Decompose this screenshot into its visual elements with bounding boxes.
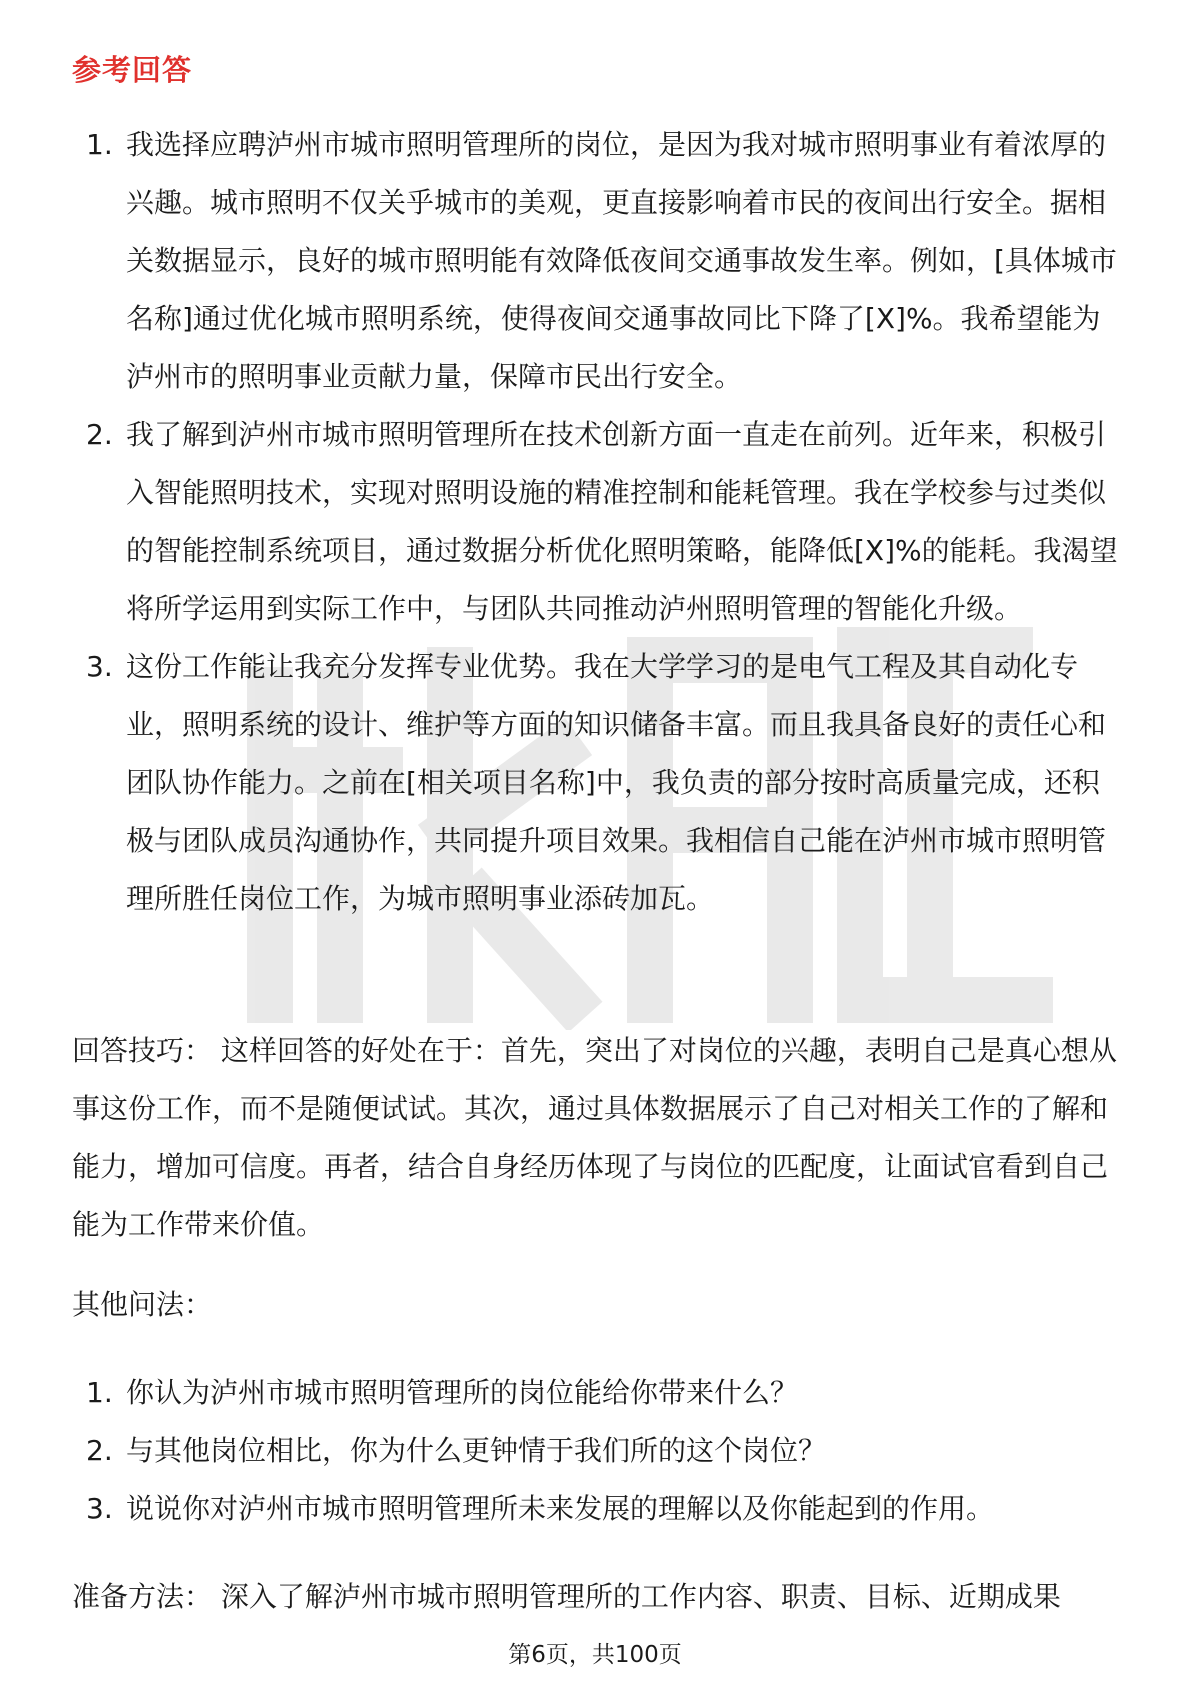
answer-text: 我了解到泸州市城市照明管理所在技术创新方面一直走在前列。近年来，积极引入智能照明技术，实现对照明设施的精准控制和能耗管理。我在学校参与过类似的智能控制系统项目，通过数据分析优化照明策略，能降低[X]%的能耗。我渴望将所学运用到实际工作中，与团队共同推动泸州照明管理的智能化升级。: [126, 418, 1118, 625]
list-number: 1.: [86, 128, 113, 161]
answer-item: [86, 406, 1126, 638]
list-number: 1.: [86, 1376, 113, 1409]
list-number: 3.: [86, 1492, 113, 1525]
other-questions-list: [86, 1364, 1126, 1538]
page-footer: 第6页，共100页: [508, 1642, 682, 1668]
list-number: 2.: [86, 418, 113, 451]
question-item: [86, 1480, 1126, 1538]
preparation-method: 准备方法： 深入了解泸州市城市照明管理所的工作内容、职责、目标、近期成果: [72, 1580, 1061, 1613]
section-title: 参考回答: [72, 53, 193, 87]
answer-text: 这份工作能让我充分发挥专业优势。我在大学学习的是电气工程及其自动化专业，照明系统的设计、维护等方面的知识储备丰富。而且我具备良好的责任心和团队协作能力。之前在[相关项目名称]中，我负责的部分按时高质量完成，还积极与团队成员沟通协作，共同提升项目效果。我相信自己能在泸州市城市照明管理所胜任岗位工作，为城市照明事业添砖加瓦。: [126, 650, 1107, 915]
question-item: [86, 1364, 1126, 1422]
question-text: 你认为泸州市城市照明管理所的岗位能给你带来什么？: [126, 1376, 799, 1409]
other-questions-label: 其他问法：: [72, 1288, 213, 1321]
answer-text: 我选择应聘泸州市城市照明管理所的岗位，是因为我对城市照明事业有着浓厚的兴趣。城市照明不仅关乎城市的美观，更直接影响着市民的夜间出行安全。据相关数据显示，良好的城市照明能有效降低夜间交通事故发生率。例如，[具体城市名称]通过优化城市照明系统，使得夜间交通事故同比下降了[X]%。我希望能为泸州市的照明事业贡献力量，保障市民出行安全。: [126, 128, 1117, 393]
answer-tips: 回答技巧： 这样回答的好处在于：首先，突出了对岗位的兴趣，表明自己是真心想从事这份工作，而不是随便试试。其次，通过具体数据展示了自己对相关工作的了解和能力，增加可信度。再者，结合自身经历体现了与岗位的匹配度，让面试官看到自己能为工作带来价值。: [72, 1034, 1117, 1241]
list-number: 3.: [86, 650, 113, 683]
answer-list: [86, 116, 1126, 928]
question-item: [86, 1422, 1126, 1480]
question-text: 说说你对泸州市城市照明管理所未来发展的理解以及你能起到的作用。: [126, 1492, 995, 1525]
question-text: 与其他岗位相比，你为什么更钟情于我们所的这个岗位？: [126, 1434, 827, 1467]
answer-item: [86, 638, 1126, 928]
answer-item: [86, 116, 1126, 406]
list-number: 2.: [86, 1434, 113, 1467]
